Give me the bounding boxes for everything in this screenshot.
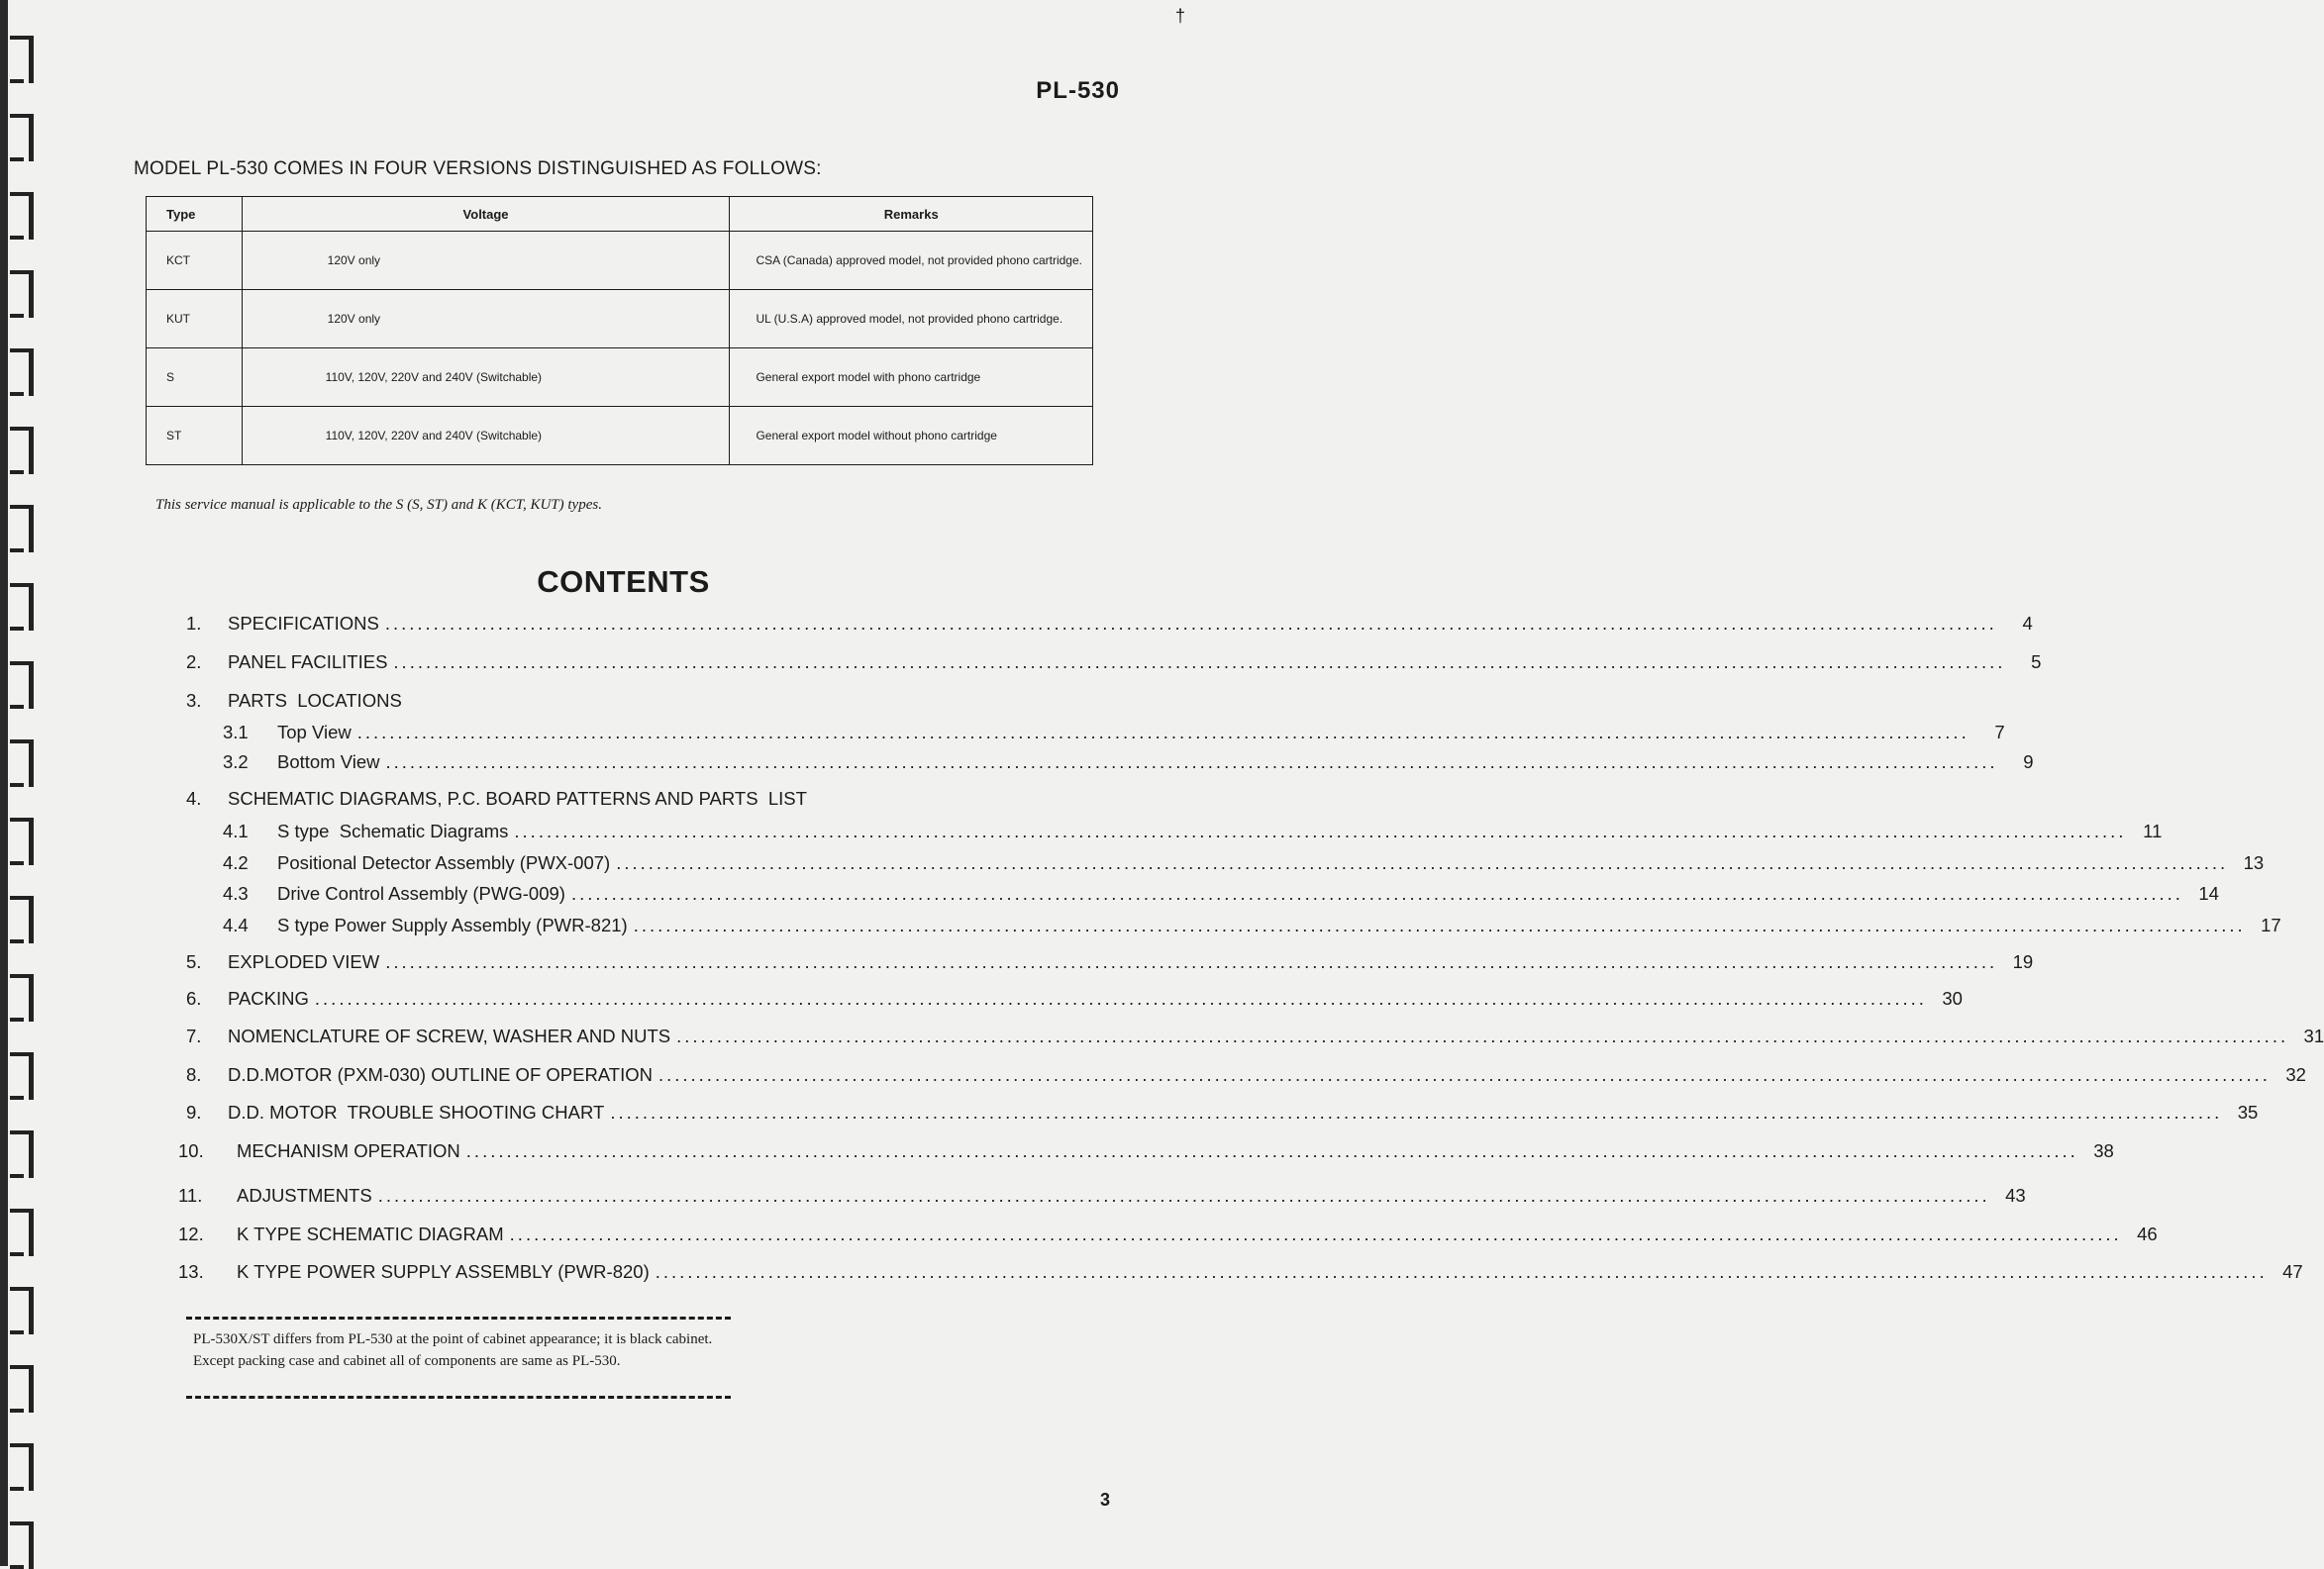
binding-ring-foot — [10, 392, 24, 396]
toc-title: Bottom View — [277, 751, 380, 772]
toc-page: 19 — [2012, 951, 2034, 972]
toc-leader-dots: ........................................................................................................................................................................................................ — [509, 1224, 2122, 1244]
corner-mark: † — [1174, 6, 1185, 26]
toc-title: Positional Detector Assembly (PWX-007) — [277, 852, 611, 873]
binding-ring-foot — [10, 1409, 24, 1413]
toc-entry — [178, 1185, 2026, 1209]
toc-page: 13 — [2243, 852, 2265, 873]
toc-number: 12. — [178, 1224, 204, 1244]
binding-ring-foot — [10, 470, 24, 474]
toc-leader-dots: ........................................................................................................................................................................................................ — [393, 651, 2006, 672]
toc-leader-dots: ........................................................................................................................................................................................................ — [655, 1261, 2268, 1282]
binding-ring-foot — [10, 236, 24, 240]
cell-remarks: CSA (Canada) approved model, not provided phono cartridge. — [730, 232, 1093, 290]
binding-ring — [10, 739, 34, 787]
toc-number: 9. — [186, 1102, 202, 1123]
binding-ring — [10, 661, 34, 709]
versions-table-header — [147, 197, 1093, 232]
binding-ring — [10, 270, 34, 318]
binding-ring — [10, 1365, 34, 1413]
binding-ring-foot — [10, 705, 24, 709]
toc-page: 38 — [2093, 1140, 2114, 1161]
header-type: Type — [147, 197, 243, 232]
binding-ring-foot — [10, 157, 24, 161]
divider-bottom — [186, 1396, 731, 1399]
toc-number: 4.2 — [223, 852, 249, 873]
toc-leader-dots: ........................................................................................................................................................................................................ — [465, 1140, 2078, 1161]
toc-number: 5. — [186, 951, 202, 972]
binding-ring — [10, 974, 34, 1022]
binding-ring-foot — [10, 1096, 24, 1100]
toc-page: 5 — [2031, 651, 2042, 672]
toc-number: 3.1 — [223, 722, 249, 742]
toc-number: 6. — [186, 988, 202, 1009]
contents-title: CONTENTS — [537, 564, 710, 599]
cell-voltage: 110V, 120V, 220V and 240V (Switchable) — [242, 407, 730, 465]
header-model: PL-530 — [1036, 77, 1120, 104]
toc-title: NOMENCLATURE OF SCREW, WASHER AND NUTS — [228, 1026, 671, 1046]
binding-ring — [10, 1521, 34, 1569]
cell-type: ST — [147, 407, 243, 465]
binding-ring-foot — [10, 1252, 24, 1256]
toc-title: Top View — [277, 722, 352, 742]
cell-voltage: 120V only — [242, 290, 730, 348]
applicability-note: This service manual is applicable to the S (S, ST) and K (KCT, KUT) types. — [155, 497, 602, 513]
toc-title: PACKING — [228, 988, 309, 1009]
binding-ring-foot — [10, 1018, 24, 1022]
toc-leader-dots: ........................................................................................................................................................................................................ — [657, 1064, 2271, 1085]
toc-title: K TYPE SCHEMATIC DIAGRAM — [237, 1224, 504, 1244]
toc-page: 35 — [2237, 1102, 2259, 1123]
toc-title: SCHEMATIC DIAGRAMS, P.C. BOARD PATTERNS AND PARTS LIST — [228, 788, 807, 809]
binding-ring-foot — [10, 783, 24, 787]
toc-number: 4.4 — [223, 915, 249, 935]
toc-entry — [186, 951, 2034, 975]
toc-page: 14 — [2198, 883, 2219, 904]
cell-voltage: 110V, 120V, 220V and 240V (Switchable) — [242, 348, 730, 407]
toc-leader-dots: ........................................................................................................................................................................................................ — [314, 988, 1927, 1009]
binding-ring — [10, 505, 34, 552]
cell-type: KUT — [147, 290, 243, 348]
cell-remarks: UL (U.S.A) approved model, not provided phono cartridge. — [730, 290, 1093, 348]
toc-leader-dots: ........................................................................................................................................................................................................ — [384, 613, 1997, 634]
toc-leader-dots: ........................................................................................................................................................................................................ — [514, 821, 2127, 841]
page-number: 3 — [1099, 1490, 1110, 1510]
toc-entry — [223, 722, 2005, 745]
toc-page: 31 — [2303, 1026, 2324, 1046]
toc-title: Drive Control Assembly (PWG-009) — [277, 883, 565, 904]
toc-title: S type Schematic Diagrams — [277, 821, 509, 841]
toc-number: 3.2 — [223, 751, 249, 772]
toc-title: K TYPE POWER SUPPLY ASSEMBLY (PWR-820) — [237, 1261, 650, 1282]
toc-leader-dots: ........................................................................................................................................................................................................ — [385, 951, 1998, 972]
toc-page: 9 — [2023, 751, 2034, 772]
binding-ring — [10, 1287, 34, 1334]
toc-entry — [223, 751, 2034, 775]
binding-strip — [0, 0, 8, 1566]
binding-ring-foot — [10, 79, 24, 83]
toc-number: 4.1 — [223, 821, 249, 841]
binding-ring-foot — [10, 939, 24, 943]
toc-title: SPECIFICATIONS — [228, 613, 379, 634]
toc-page: 43 — [2005, 1185, 2026, 1206]
binding-ring-foot — [10, 1487, 24, 1491]
toc-title: PANEL FACILITIES — [228, 651, 388, 672]
toc-entry — [178, 1140, 2114, 1164]
toc-number: 3. — [186, 690, 202, 711]
binding-ring — [10, 818, 34, 865]
toc-entry — [223, 852, 2265, 876]
toc-number: 1. — [186, 613, 202, 634]
toc-leader-dots: ........................................................................................................................................................................................................ — [570, 883, 2183, 904]
binding-ring-foot — [10, 627, 24, 631]
toc-entry — [186, 1026, 2324, 1049]
toc-title: EXPLODED VIEW — [228, 951, 380, 972]
binding-ring-foot — [10, 314, 24, 318]
toc-number: 4.3 — [223, 883, 249, 904]
toc-entry — [186, 651, 2042, 675]
versions-table — [146, 196, 1093, 465]
toc-entry — [178, 1261, 2303, 1285]
binding-ring-foot — [10, 1330, 24, 1334]
spiral-binding — [0, 0, 46, 1566]
binding-ring — [10, 896, 34, 943]
toc-entry — [186, 988, 1963, 1012]
binding-ring — [10, 1443, 34, 1491]
binding-ring — [10, 114, 34, 161]
toc-number: 2. — [186, 651, 202, 672]
binding-ring — [10, 1052, 34, 1100]
toc-title: S type Power Supply Assembly (PWR-821) — [277, 915, 628, 935]
toc-page: 7 — [1994, 722, 2005, 742]
toc-number: 11. — [178, 1185, 203, 1206]
toc-entry — [223, 915, 2281, 938]
toc-number: 8. — [186, 1064, 202, 1085]
table-row — [147, 407, 1093, 465]
toc-page: 47 — [2282, 1261, 2303, 1282]
toc-leader-dots: ........................................................................................................................................................................................................ — [356, 722, 1970, 742]
toc-title: PARTS LOCATIONS — [228, 690, 402, 711]
toc-page: 32 — [2285, 1064, 2306, 1085]
cell-remarks: General export model without phono cartridge — [730, 407, 1093, 465]
toc-entry — [186, 690, 1072, 714]
toc-number: 4. — [186, 788, 202, 809]
toc-leader-dots: ........................................................................................................................................................................................................ — [385, 751, 1998, 772]
toc-entry — [186, 788, 1072, 812]
toc-number: 7. — [186, 1026, 202, 1046]
toc-page: 46 — [2137, 1224, 2158, 1244]
table-row — [147, 348, 1093, 407]
binding-ring-foot — [10, 1565, 24, 1569]
binding-ring — [10, 348, 34, 396]
binding-ring — [10, 1130, 34, 1178]
toc-leader-dots: ........................................................................................................................................................................................................ — [377, 1185, 1990, 1206]
cell-voltage: 120V only — [242, 232, 730, 290]
binding-ring — [10, 192, 34, 240]
binding-ring — [10, 1209, 34, 1256]
binding-ring-foot — [10, 1174, 24, 1178]
toc-page: 17 — [2261, 915, 2281, 935]
versions-intro: MODEL PL-530 COMES IN FOUR VERSIONS DISTINGUISHED AS FOLLOWS: — [134, 158, 822, 179]
toc-title: D.D. MOTOR TROUBLE SHOOTING CHART — [228, 1102, 605, 1123]
toc-entry — [178, 1224, 2158, 1247]
binding-ring-foot — [10, 548, 24, 552]
table-row — [147, 232, 1093, 290]
cell-remarks: General export model with phono cartridge — [730, 348, 1093, 407]
binding-ring — [10, 36, 34, 83]
toc-entry — [223, 883, 2219, 907]
header-remarks: Remarks — [730, 197, 1093, 232]
toc-leader-dots: ........................................................................................................................................................................................................ — [633, 915, 2246, 935]
toc-entry — [223, 821, 2163, 844]
toc-entry — [186, 1102, 2259, 1126]
toc-leader-dots: ........................................................................................................................................................................................................ — [616, 852, 2229, 873]
cell-type: S — [147, 348, 243, 407]
cell-type: KCT — [147, 232, 243, 290]
toc-page: 4 — [2022, 613, 2033, 634]
toc-leader-dots: ........................................................................................................................................................................................................ — [676, 1026, 2289, 1046]
binding-ring — [10, 427, 34, 474]
toc-title: ADJUSTMENTS — [237, 1185, 372, 1206]
binding-ring-foot — [10, 861, 24, 865]
toc-number: 13. — [178, 1261, 204, 1282]
toc-entry — [186, 613, 2033, 637]
header-voltage: Voltage — [242, 197, 730, 232]
table-row — [147, 290, 1093, 348]
toc-entry — [186, 1064, 2306, 1088]
toc-leader-dots: ........................................................................................................................................................................................................ — [610, 1102, 2223, 1123]
toc-page: 30 — [1942, 988, 1963, 1009]
toc-title: D.D.MOTOR (PXM-030) OUTLINE OF OPERATION — [228, 1064, 653, 1085]
toc-page: 11 — [2143, 821, 2163, 841]
toc-title: MECHANISM OPERATION — [237, 1140, 460, 1161]
toc-number: 10. — [178, 1140, 204, 1161]
divider-top — [186, 1317, 731, 1320]
footnote: PL-530X/ST differs from PL-530 at the point of cabinet appearance; it is black cabinet. Except packing case and cabinet all of components are same as PL-530. — [193, 1331, 713, 1369]
